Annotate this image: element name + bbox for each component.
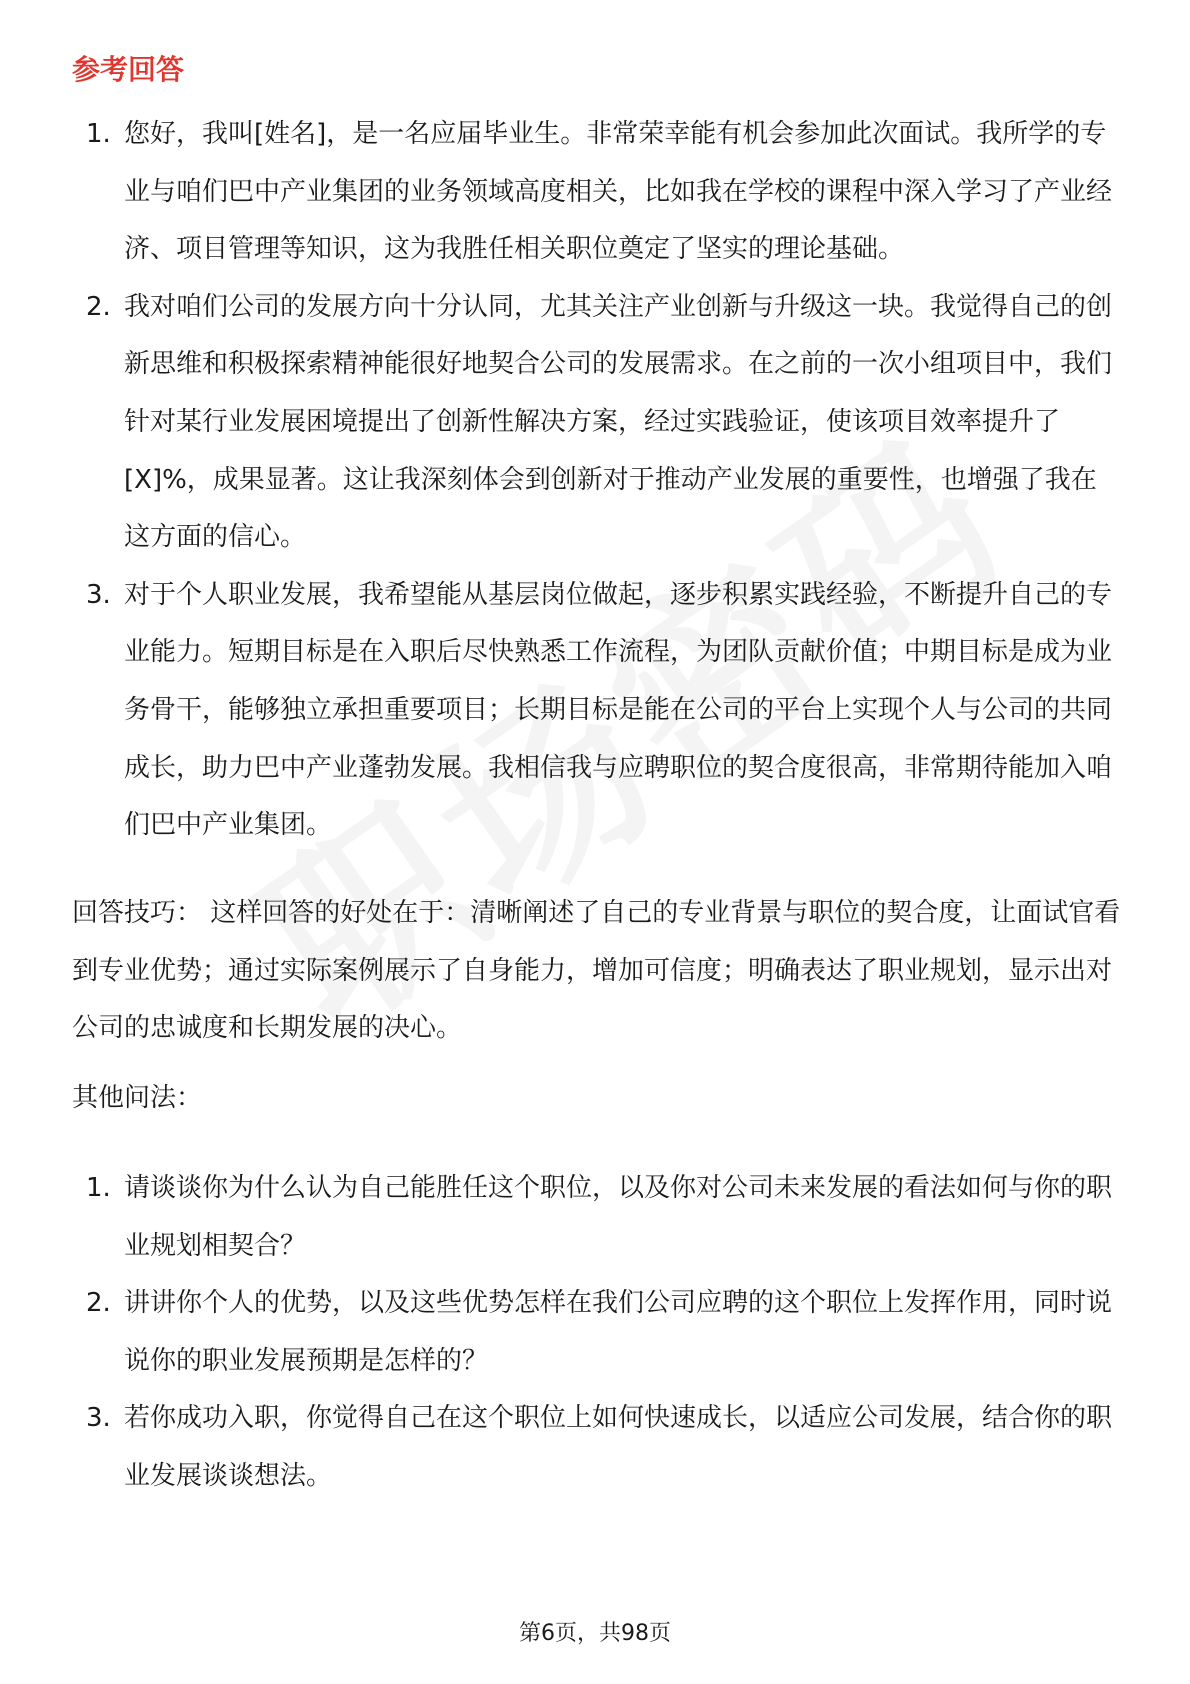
list-item	[72, 1275, 1122, 1390]
list-number: 2.	[86, 1288, 111, 1319]
list-number: 2.	[86, 291, 111, 322]
list-number: 3.	[86, 1403, 111, 1434]
list-text: 您好，我叫[姓名]，是一名应届毕业生。非常荣幸能有机会参加此次面试。我所学的专业与咱们巴中产业集团的业务领域高度相关，比如我在学校的课程中深入学习了产业经济、项目管理等知识，这为我胜任相关职位奠定了坚实的理论基础。	[124, 119, 1113, 265]
page-footer: 第6页，共98页	[519, 1621, 671, 1646]
list-text: 对于个人职业发展，我希望能从基层岗位做起，逐步积累实践经验，不断提升自己的专业能力。短期目标是在入职后尽快熟悉工作流程，为团队贡献价值；中期目标是成为业务骨干，能够独立承担重要项目；长期目标是能在公司的平台上实现个人与公司的共同成长，助力巴中产业蓬勃发展。我相信我与应聘职位的契合度很高，非常期待能加入咱们巴中产业集团。	[124, 579, 1113, 841]
list-text: 我对咱们公司的发展方向十分认同，尤其关注产业创新与升级这一块。我觉得自己的创新思维和积极探索精神能很好地契合公司的发展需求。在之前的一次小组项目中，我们针对某行业发展困境提出了创新性解决方案，经过实践验证，使该项目效率提升了[X]%，成果显著。这让我深刻体会到创新对于推动产业发展的重要性，也增强了我在这方面的信心。	[124, 291, 1113, 553]
list-number: 3.	[86, 579, 111, 610]
other-questions-list	[72, 1160, 1122, 1506]
list-item	[72, 106, 1122, 279]
list-text: 若你成功入职，你觉得自己在这个职位上如何快速成长，以适应公司发展，结合你的职业发展谈谈想法。	[124, 1403, 1113, 1491]
list-text: 请谈谈你为什么认为自己能胜任这个职位，以及你对公司未来发展的看法如何与你的职业规划相契合？	[124, 1173, 1113, 1261]
list-item	[72, 1390, 1122, 1505]
other-questions-heading: 其他问法：	[72, 1083, 203, 1113]
answer-list	[72, 106, 1122, 855]
list-item	[72, 567, 1122, 855]
list-item	[72, 1160, 1122, 1275]
tips-paragraph: 回答技巧： 这样回答的好处在于：清晰阐述了自己的专业背景与职位的契合度，让面试官看到专业优势；通过实际案例展示了自身能力，增加可信度；明确表达了职业规划，显示出对公司的忠诚度和长期发展的决心。	[72, 898, 1121, 1044]
list-item	[72, 279, 1122, 567]
list-number: 1.	[86, 119, 111, 149]
list-number: 1.	[86, 1173, 111, 1203]
section-heading: 参考回答	[72, 53, 185, 86]
list-text: 讲讲你个人的优势，以及这些优势怎样在我们公司应聘的这个职位上发挥作用，同时说说你的职业发展预期是怎样的？	[124, 1288, 1113, 1376]
